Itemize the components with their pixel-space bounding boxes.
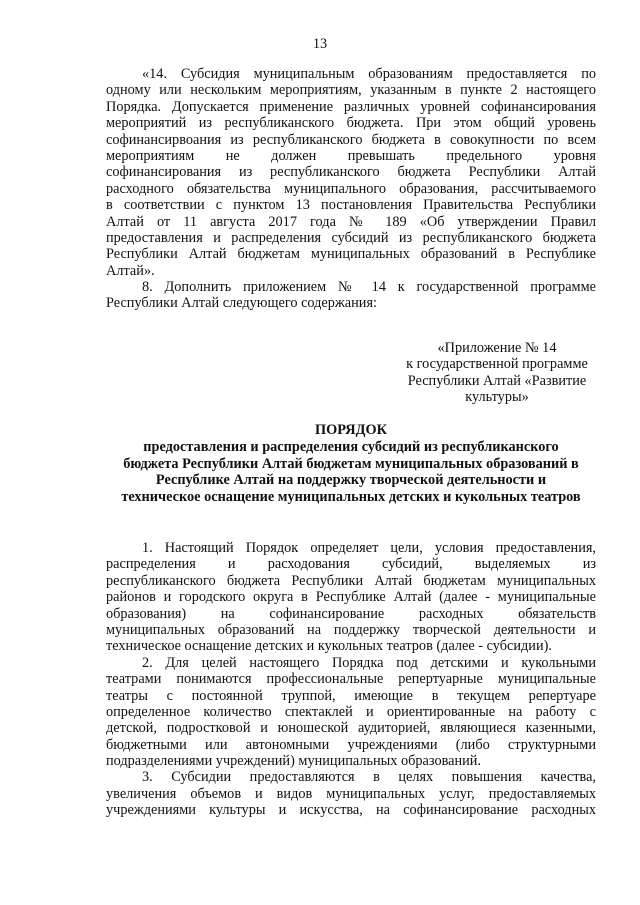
text-line: бюджетными или автономными учреждениями (либо структурными	[106, 736, 596, 753]
intro-paragraphs	[106, 66, 596, 312]
appendix-line: «Приложение № 14	[437, 340, 557, 356]
text-line: Алтай».	[106, 262, 155, 279]
text-line: в соответствии с пунктом 13 постановления Правительства Республики	[106, 197, 596, 214]
body-paragraphs	[106, 540, 596, 819]
appendix-line: культуры»	[465, 389, 529, 406]
text-line: мероприятиям не должен превышать предельного уровня	[106, 147, 596, 164]
text-line: республиканского бюджета Республики Алтай бюджетам муниципальных	[106, 572, 596, 589]
subtitle-line: техническое оснащение муниципальных детских и кукольных театров	[121, 488, 581, 505]
text-line: Республики Алтай следующего содержания:	[106, 295, 377, 312]
text-line: театры с постоянной труппой, имеющие в текущем репертуаре	[106, 687, 596, 704]
text-line: 1. Настоящий Порядок определяет цели, условия предоставления,	[142, 540, 596, 556]
document-title-block	[106, 422, 596, 505]
text-line: муниципальных образований на поддержку творческой деятельности и	[106, 621, 596, 638]
text-line: Алтай от 11 августа 2017 года № 189 «Об утверждении Правил	[106, 213, 596, 230]
text-line: 3. Субсидии предоставляются в целях повышения качества,	[142, 769, 596, 786]
appendix-line: к государственной программе	[406, 356, 588, 373]
text-line: детской, подростковой и юношеской аудиторией, являющиеся казенными,	[106, 720, 596, 737]
appendix-line: Республики Алтай «Развитие	[407, 372, 587, 389]
text-line: одному или нескольким мероприятиям, указанным в пункте 2 настоящего	[106, 82, 596, 99]
text-line: «14. Субсидия муниципальным образованиям предоставляется по	[142, 66, 596, 82]
text-line: Республики Алтай бюджетам муниципальных образований в Республике	[106, 246, 596, 263]
text-line: увеличения объемов и видов муниципальных услуг, предоставляемых	[106, 785, 596, 802]
text-line: образования) на софинансирование расходных обязательств	[106, 605, 596, 622]
text-line: Порядка. Допускается применение различных уровней софинансирования	[106, 98, 596, 115]
text-line: техническое оснащение детских и кукольных театров (далее - субсидии).	[106, 638, 552, 655]
text-line: софинансирования из республиканского бюджета Республики Алтай	[106, 164, 596, 181]
text-line: софинансирвоания из республиканского бюджета в совокупности по всем	[106, 131, 596, 148]
text-line: 2. Для целей настоящего Порядка под детскими и кукольными	[142, 654, 596, 671]
text-line: 8. Дополнить приложением № 14 к государственной программе	[142, 279, 596, 296]
text-line: предоставления и распределения субсидий из республиканского бюджета	[106, 229, 596, 246]
text-line: определенное количество спектаклей и ориентированные на работу с	[106, 703, 596, 720]
page-number: 13	[312, 36, 328, 52]
text-line: распределения и расходования субсидий, выделяемых из	[106, 556, 596, 573]
appendix-reference	[392, 340, 602, 406]
subtitle-line: предоставления и распределения субсидий из республиканского	[143, 439, 559, 456]
subtitle-line: Республике Алтай на поддержку творческой деятельности и	[155, 472, 547, 489]
subtitle-line: бюджета Республики Алтай бюджетам муниципальных образований в	[123, 455, 579, 472]
text-line: учреждениями культуры и искусства, на софинансирование расходных	[106, 802, 596, 819]
text-line: подразделениями учреждений) муниципальных образований.	[106, 753, 482, 770]
text-line: мероприятий из республиканского бюджета. При этом общий уровень	[106, 115, 596, 132]
document-title: ПОРЯДОК	[315, 422, 387, 438]
text-line: театрами понимаются профессиональные репертуарные муниципальные	[106, 671, 596, 688]
text-line: расходного обязательства муниципального образования, рассчитываемого	[106, 180, 596, 197]
text-line: районов и городского округа в Республике Алтай (далее - муниципальные	[106, 589, 596, 606]
